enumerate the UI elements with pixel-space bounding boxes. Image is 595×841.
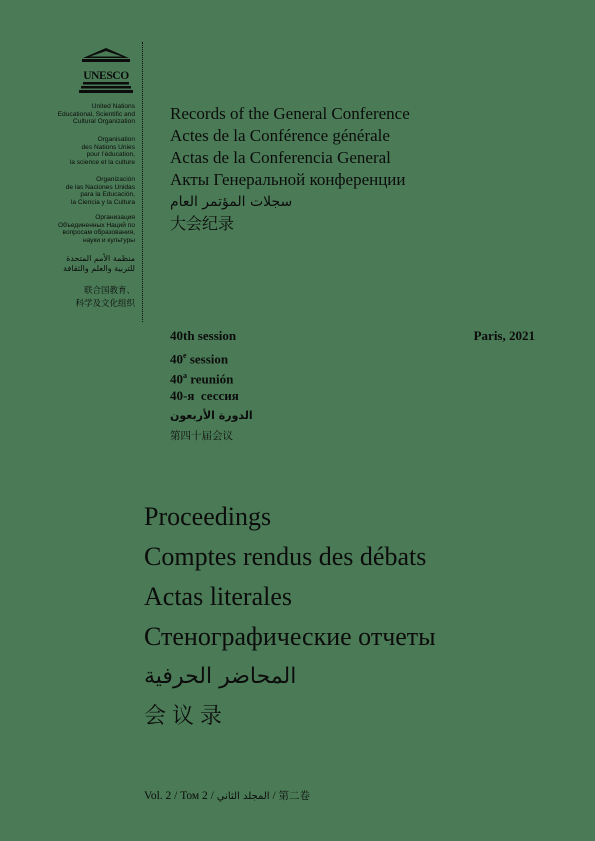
session-block <box>170 326 280 446</box>
volume-zh: 第二卷 <box>278 790 311 802</box>
records-title-es: Actas de la Conferencia General <box>170 148 391 167</box>
org-line: науки и культуры <box>82 237 135 245</box>
org-name-ru <box>58 214 135 245</box>
session-ar: الدورة الأربعون <box>170 409 253 422</box>
org-name-zh <box>75 285 135 310</box>
proceedings-title-en: Proceedings <box>144 502 272 531</box>
org-line: Organización <box>96 176 135 183</box>
org-line: United Nations <box>91 103 135 110</box>
org-line: para la Educación, <box>80 191 135 199</box>
org-line: pour l’éducation, <box>86 151 135 159</box>
org-name-ar <box>63 254 135 274</box>
records-title-zh: 大会纪录 <box>170 214 235 233</box>
org-line: Cultural Organization <box>73 118 135 126</box>
session-fr-word: session <box>186 351 229 367</box>
org-line: la Ciencia y la Cultura <box>70 199 135 207</box>
org-line: Организация <box>95 214 135 221</box>
records-title-ar: سجلات المؤتمر العام <box>170 194 293 210</box>
volume-label <box>144 788 310 803</box>
volume-en: Vol. 2 / <box>144 790 181 802</box>
org-line: Объединенных Наций по <box>58 221 135 229</box>
proceedings-title-ar: المحاضر الحرفية <box>144 664 297 689</box>
session-zh: 第四十届会议 <box>170 430 233 442</box>
unesco-temple-icon <box>78 47 134 99</box>
org-name-es <box>66 176 135 207</box>
proceedings-title-zh: 会议录 <box>144 704 229 729</box>
place-and-year: Paris, 2021 <box>473 328 535 343</box>
proceedings-title <box>144 497 436 737</box>
volume-separator: / <box>269 790 279 802</box>
org-line: la science et la culture <box>69 159 135 167</box>
session-fr-number: 40 <box>170 351 183 367</box>
session-es-word: reunión <box>187 371 234 387</box>
proceedings-title-ru: Стенографические отчеты <box>144 622 436 651</box>
session-es-ordinal: a <box>183 371 187 380</box>
org-line: Educational, Scientific and <box>57 110 135 118</box>
session-fr <box>170 346 280 366</box>
session-es <box>170 366 280 386</box>
records-title-fr: Actes de la Conférence générale <box>170 126 390 145</box>
org-line: للتربية والعلم والثقافة <box>63 264 135 273</box>
org-line: منظمة الأمم المتحدة <box>66 254 135 263</box>
org-name-en <box>58 103 135 126</box>
proceedings-title-fr: Comptes rendus des débats <box>144 542 427 571</box>
session-ru: 40-я сессия <box>170 388 239 403</box>
org-line: 联合国教育、 <box>83 286 135 296</box>
session-en: 40th session <box>170 328 237 343</box>
logo-wordmark: UNESCO <box>83 70 129 82</box>
org-line: вопросам образования, <box>62 229 135 237</box>
proceedings-title-es: Actas literales <box>144 582 292 611</box>
volume-ru: Том 2 / <box>180 790 214 802</box>
unesco-logo <box>78 47 134 99</box>
session-es-number: 40 <box>170 371 183 387</box>
org-line: des Nations Unies <box>81 143 135 151</box>
org-name-fr <box>70 136 135 167</box>
records-title <box>170 103 410 235</box>
org-line: de las Naciones Unidas <box>65 183 135 191</box>
org-line: 科学及文化组织 <box>75 298 135 309</box>
records-title-ru: Акты Генеральной конференции <box>170 170 406 189</box>
session-fr-ordinal: e <box>183 351 187 360</box>
records-title-en: Records of the General Conference <box>170 104 410 123</box>
org-line: Organisation <box>97 136 135 143</box>
dotted-divider <box>142 42 143 322</box>
volume-ar: المجلد الثاني <box>216 791 270 802</box>
